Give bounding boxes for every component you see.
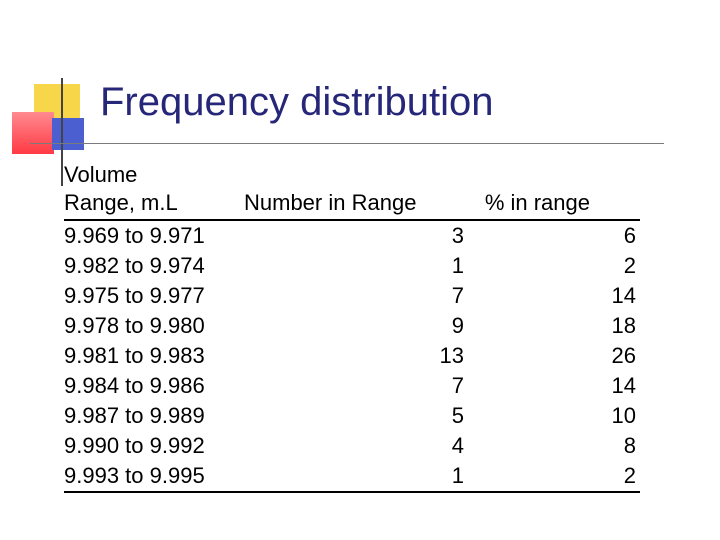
percent-cell: 2 (623, 253, 636, 278)
percent-cell: 2 (623, 463, 636, 488)
percent-cell: 6 (623, 223, 636, 248)
table-bottom-rule (64, 491, 640, 493)
number-cell: 1 (451, 463, 464, 488)
header-volume-range: Range, m.L (64, 190, 178, 215)
percent-cell: 10 (611, 403, 636, 428)
range-cell: 9.975 to 9.977 (64, 283, 205, 308)
percent-cell: 18 (611, 313, 636, 338)
number-cell: 4 (451, 433, 464, 458)
table-row (64, 461, 640, 491)
number-cell: 3 (451, 223, 464, 248)
range-cell: 9.993 to 9.995 (64, 463, 205, 488)
header-number-in-range: Number in Range (244, 190, 417, 215)
table-row (64, 341, 640, 371)
decoration-vertical-line (61, 78, 63, 186)
blue-decoration-square (52, 118, 84, 150)
range-cell: 9.981 to 9.983 (64, 343, 205, 368)
table-row (64, 221, 640, 251)
number-cell: 13 (439, 343, 464, 368)
percent-cell: 8 (623, 433, 636, 458)
number-cell: 7 (451, 283, 464, 308)
number-cell: 7 (451, 373, 464, 398)
frequency-table (64, 159, 640, 493)
table-header (64, 159, 640, 221)
table-row (64, 281, 640, 311)
red-decoration-square (12, 112, 54, 154)
range-cell: 9.982 to 9.974 (64, 253, 205, 278)
percent-cell: 14 (611, 373, 636, 398)
header-percent-in-range: % in range (484, 190, 590, 215)
number-cell: 1 (451, 253, 464, 278)
table-row (64, 431, 640, 461)
range-cell: 9.969 to 9.971 (64, 223, 205, 248)
percent-cell: 14 (611, 283, 636, 308)
range-cell: 9.984 to 9.986 (64, 373, 205, 398)
number-cell: 5 (451, 403, 464, 428)
table-row (64, 401, 640, 431)
range-cell: 9.978 to 9.980 (64, 313, 205, 338)
table-row (64, 311, 640, 341)
header-volume: Volume (64, 162, 138, 187)
percent-cell: 26 (611, 343, 636, 368)
table-row (64, 251, 640, 281)
range-cell: 9.987 to 9.989 (64, 403, 205, 428)
range-cell: 9.990 to 9.992 (64, 433, 205, 458)
slide-title: Frequency distribution (100, 80, 494, 124)
table-row (64, 371, 640, 401)
title-divider-line (30, 143, 664, 144)
number-cell: 9 (451, 313, 464, 338)
